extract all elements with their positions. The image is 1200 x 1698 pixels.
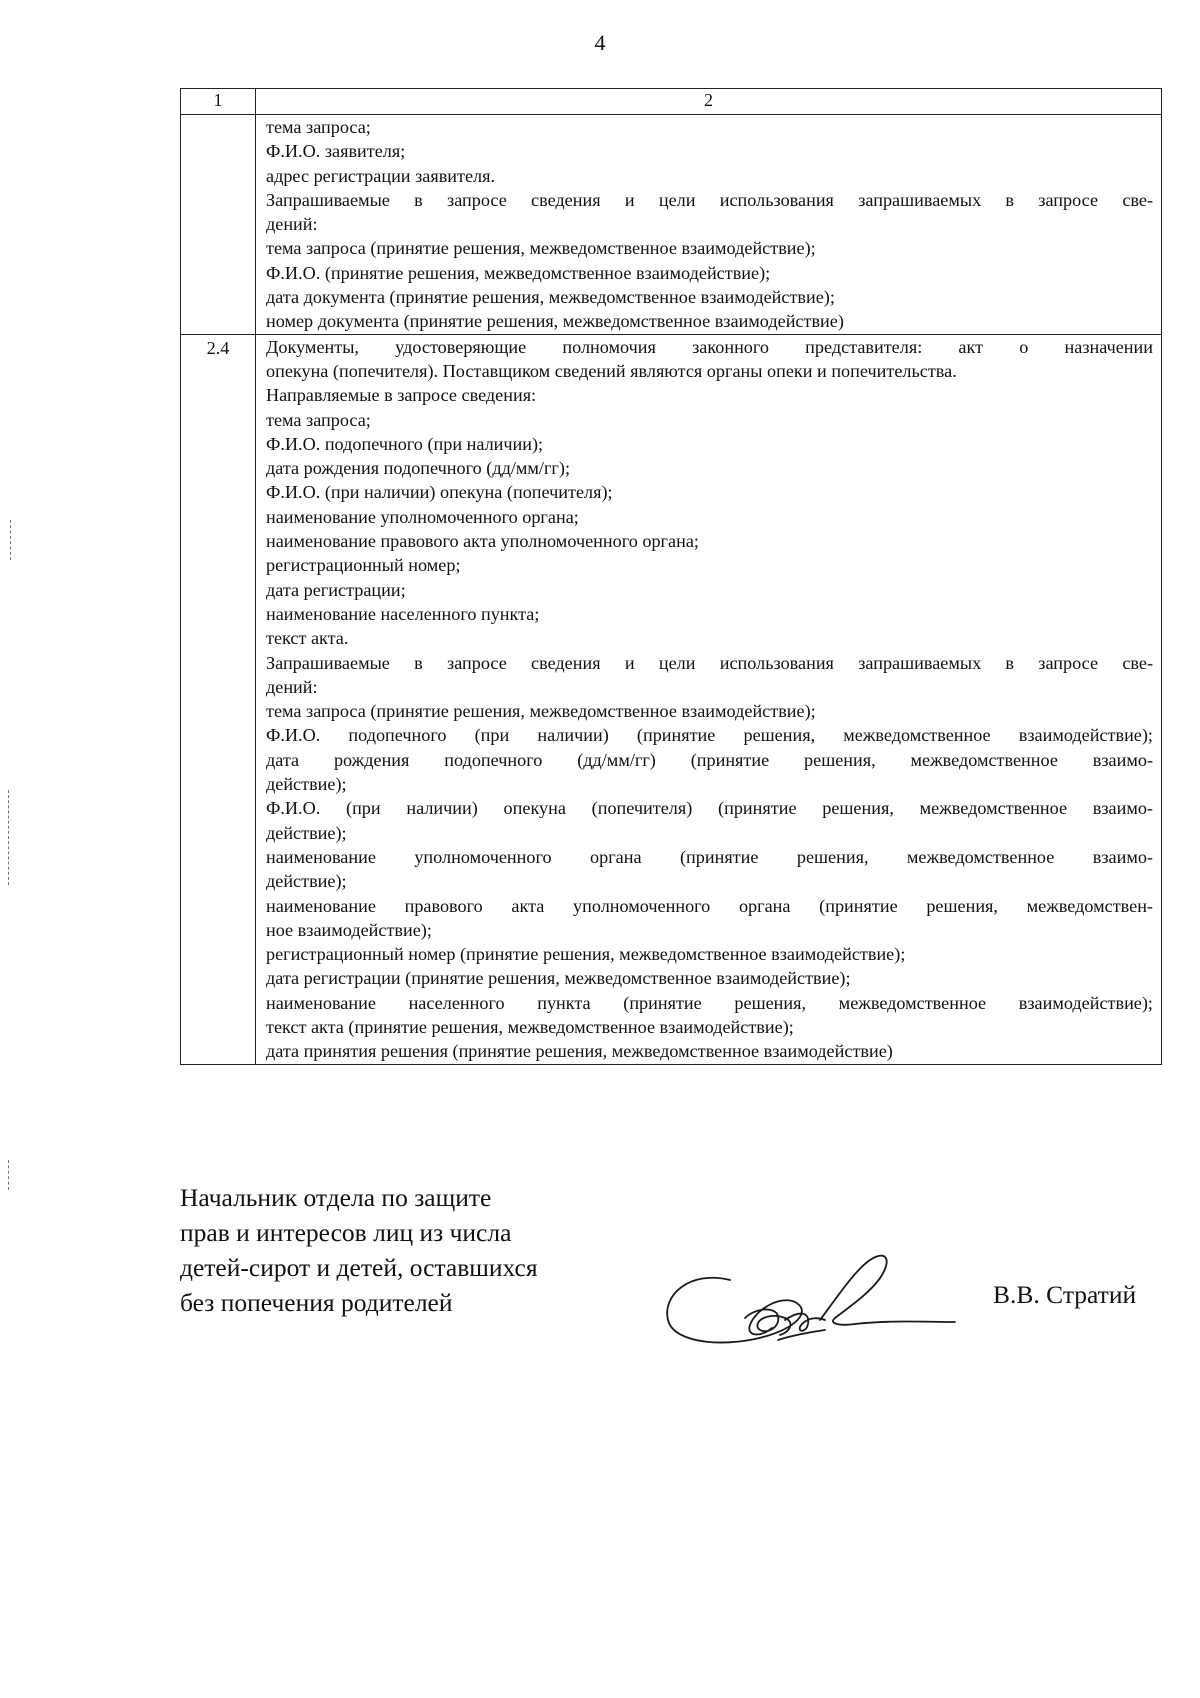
- binding-mark-lower: [8, 1160, 9, 1190]
- content-line: Ф.И.О. подопечного (при наличии);: [266, 433, 544, 454]
- content-line: действие);: [266, 774, 347, 795]
- content-line: Ф.И.О. заявителя;: [266, 141, 406, 162]
- position-line: детей-сирот и детей, оставшихся: [180, 1253, 538, 1282]
- content-line: ное взаимодействие);: [266, 919, 432, 940]
- table-row: [181, 334, 1162, 1064]
- row-content-cell: [256, 115, 1162, 335]
- column-header-content: 2: [256, 89, 1162, 115]
- position-line: Начальник отдела по защите: [180, 1183, 492, 1212]
- content-line: Ф.И.О. (при наличии) опекуна (попечителя);: [266, 482, 613, 503]
- content-line: наименование уполномоченного органа;: [266, 506, 579, 527]
- signer-name: В.В. Стратий: [993, 1280, 1137, 1309]
- content-line: наименование населенного пункта (принятие решения, межведомственное взаимодействие);: [266, 992, 1153, 1013]
- content-line: Документы, удостоверяющие полномочия законного представителя: акт о назначении: [266, 336, 1153, 357]
- content-line: тема запроса (принятие решения, межведомственное взаимодействие);: [266, 701, 816, 722]
- column-header-number: 1: [181, 89, 256, 115]
- content-line: тема запроса;: [266, 409, 371, 430]
- content-line: Направляемые в запросе сведения:: [266, 385, 537, 406]
- content-line: текст акта (принятие решения, межведомственное взаимодействие);: [266, 1016, 794, 1037]
- handwritten-signature: [660, 1240, 960, 1350]
- content-line: Ф.И.О. подопечного (при наличии) (принятие решения, межведомственное взаимодействие);: [266, 725, 1153, 746]
- content-line: тема запроса;: [266, 117, 371, 137]
- content-line: дата документа (принятие решения, межведомственное взаимодействие);: [266, 287, 835, 308]
- content-line: тема запроса (принятие решения, межведомственное взаимодействие);: [266, 238, 816, 259]
- binding-mark-middle: [8, 790, 9, 885]
- signatory-position: [180, 1180, 538, 1320]
- requisites-table: [180, 88, 1162, 1065]
- position-line: прав и интересов лиц из числа: [180, 1218, 512, 1247]
- content-line: наименование правового акта уполномоченного органа;: [266, 531, 699, 552]
- content-line: дата рождения подопечного (дд/мм/гг) (принятие решения, межведомственное взаимо-: [266, 749, 1153, 770]
- content-line: Ф.И.О. (при наличии) опекуна (попечителя) (принятие решения, межведомственное взаимо-: [266, 798, 1153, 819]
- row-number-cell: [181, 115, 256, 335]
- table-header-row: [181, 89, 1162, 115]
- content-line: наименование уполномоченного органа (принятие решения, межведомственное взаимо-: [266, 846, 1153, 867]
- content-line: регистрационный номер;: [266, 555, 461, 576]
- content-line: опекуна (попечителя). Поставщиком сведений являются органы опеки и попечительства.: [266, 360, 957, 381]
- position-line: без попечения родителей: [180, 1288, 453, 1317]
- content-line: действие);: [266, 822, 347, 843]
- content-line: дата регистрации;: [266, 579, 406, 600]
- content-line: адрес регистрации заявителя.: [266, 165, 496, 186]
- content-line: Ф.И.О. (принятие решения, межведомственное взаимодействие);: [266, 262, 771, 283]
- content-line: действие);: [266, 871, 347, 892]
- content-line: текст акта.: [266, 628, 349, 649]
- binding-mark-upper: [10, 520, 11, 560]
- content-line: наименование населенного пункта;: [266, 603, 540, 624]
- content-line: дений:: [266, 214, 318, 235]
- content-line: Запрашиваемые в запросе сведения и цели использования запрашиваемых в запросе све-: [266, 189, 1153, 210]
- content-line: дата принятия решения (принятие решения, межведомственное взаимодействие): [266, 1041, 893, 1062]
- content-line: дата рождения подопечного (дд/мм/гг);: [266, 458, 570, 479]
- content-line: номер документа (принятие решения, межведомственное взаимодействие): [266, 311, 844, 332]
- content-line: наименование правового акта уполномоченного органа (принятие решения, межведомствен-: [266, 895, 1153, 916]
- row-content-cell: [256, 334, 1162, 1064]
- row-number-cell: 2.4: [181, 334, 256, 1064]
- content-line: регистрационный номер (принятие решения, межведомственное взаимодействие);: [266, 944, 906, 965]
- content-line: Запрашиваемые в запросе сведения и цели использования запрашиваемых в запросе све-: [266, 652, 1153, 673]
- content-line: дений:: [266, 676, 318, 697]
- table-row: [181, 115, 1162, 335]
- content-line: дата регистрации (принятие решения, межведомственное взаимодействие);: [266, 968, 851, 989]
- page-number: 4: [594, 30, 606, 55]
